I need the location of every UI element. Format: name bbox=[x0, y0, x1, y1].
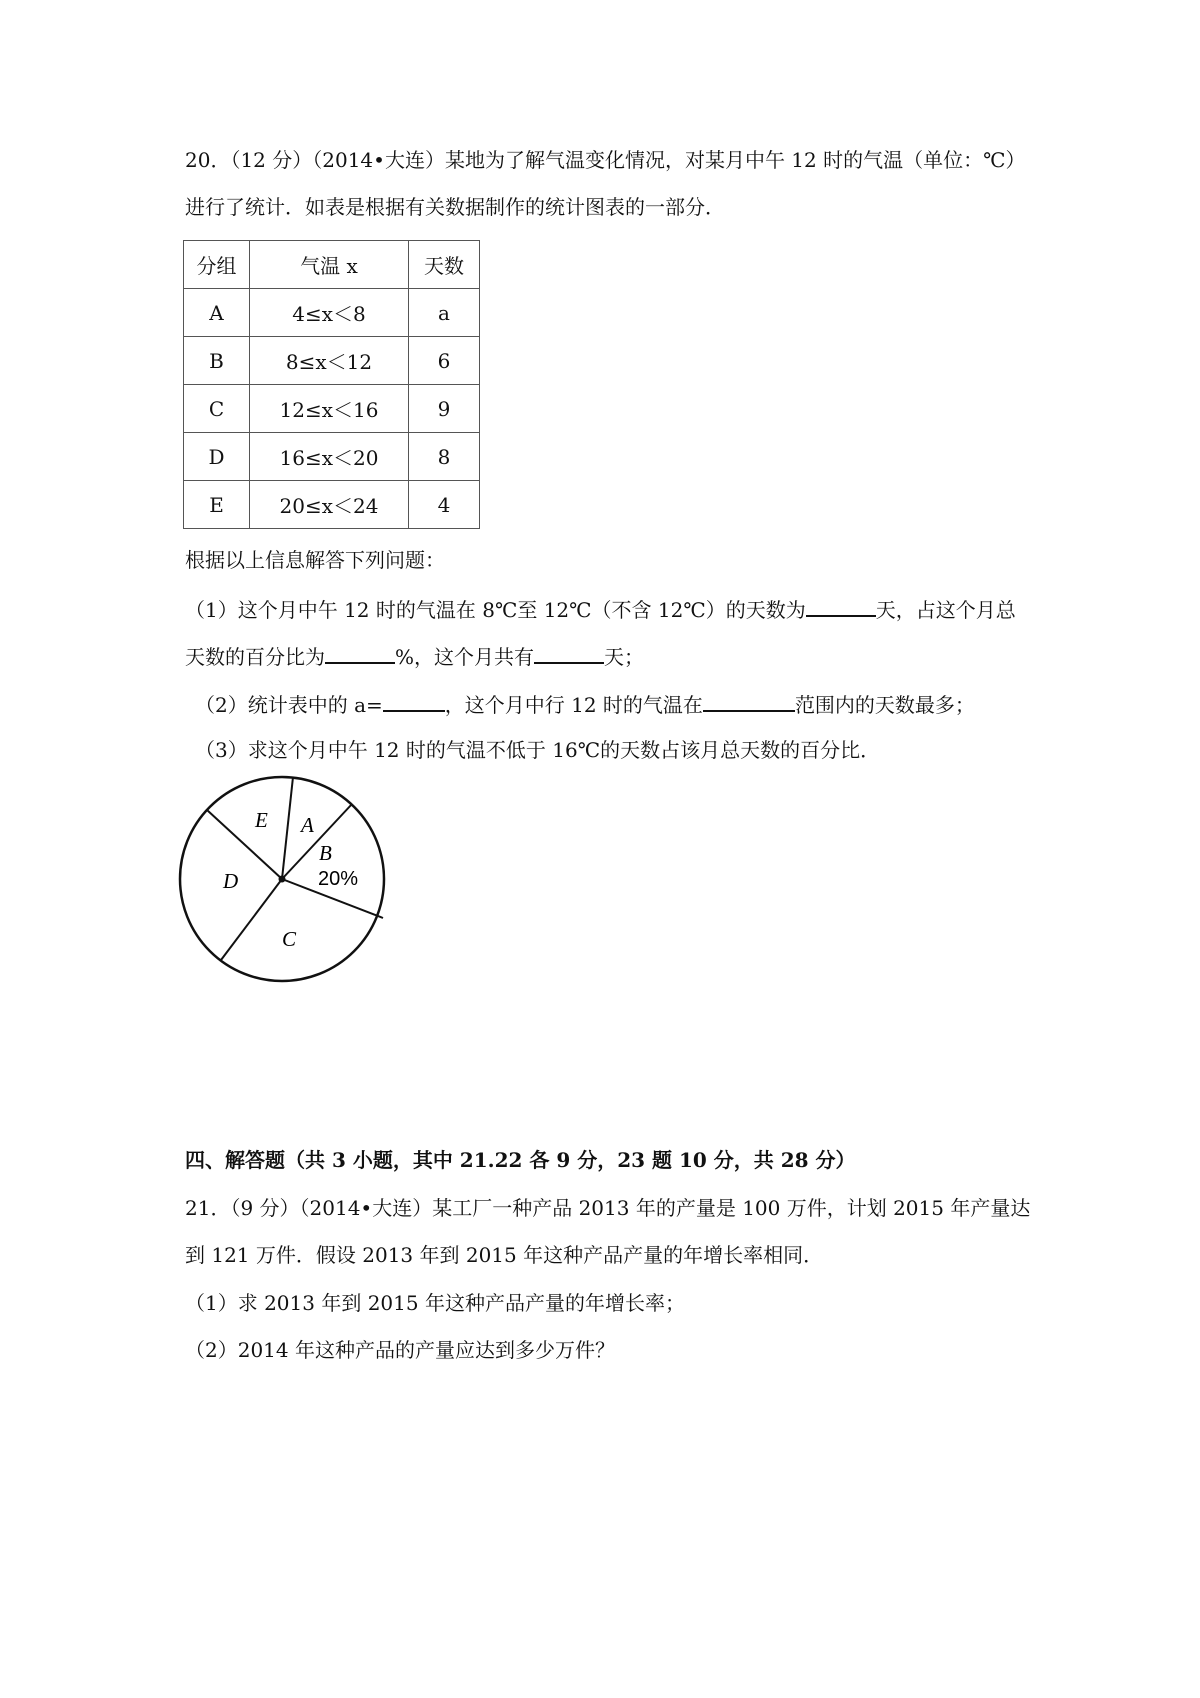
table-cell: 8 bbox=[409, 433, 480, 481]
table-row bbox=[184, 433, 480, 481]
part2-text-b: ，这个月中行 12 时的气温在 bbox=[444, 693, 703, 717]
pie-chart bbox=[178, 768, 398, 988]
q21-line2: 到 121 万件．假设 2013 年到 2015 年这种产品产量的年增长率相同． bbox=[185, 1243, 824, 1267]
part1-text-b: 天，占这个月总 bbox=[875, 598, 1016, 622]
pie-label-b: B bbox=[319, 841, 332, 865]
q20-part1-line2 bbox=[185, 644, 644, 667]
table-cell: 4≤x＜8 bbox=[250, 289, 409, 337]
table-cell: E bbox=[184, 481, 250, 529]
table-row bbox=[184, 385, 480, 433]
table-cell: 20≤x＜24 bbox=[250, 481, 409, 529]
part2-text-c: 范围内的天数最多； bbox=[794, 693, 975, 717]
table-cell: B bbox=[184, 337, 250, 385]
table-cell: a bbox=[409, 289, 480, 337]
q20-part3: （3）求这个月中午 12 时的气温不低于 16℃的天数占该月总天数的百分比． bbox=[195, 738, 881, 762]
answer-blank bbox=[806, 597, 876, 617]
q20-intro: 根据以上信息解答下列问题： bbox=[185, 548, 445, 572]
q21-line1: 21．（9 分）（2014•大连）某工厂一种产品 2013 年的产量是 100 万件，计划 2015 年产量达 bbox=[185, 1196, 1031, 1220]
q20-line1: 20．（12 分）（2014•大连）某地为了解气温变化情况，对某月中午 12 时的气温（单位：℃） bbox=[185, 148, 1026, 172]
part1-text-e: 天； bbox=[604, 645, 645, 669]
section4-heading: 四、解答题（共 3 小题，其中 21.22 各 9 分，23 题 10 分，共 28 分） bbox=[185, 1148, 856, 1172]
pie-divider bbox=[282, 777, 293, 879]
answer-blank bbox=[325, 644, 395, 664]
answer-blank bbox=[703, 692, 795, 712]
part1-text-c: 天数的百分比为 bbox=[185, 645, 325, 669]
table-row bbox=[184, 337, 480, 385]
part1-text-a: （1）这个月中午 12 时的气温在 8℃至 12℃（不含 12℃）的天数为 bbox=[185, 598, 806, 622]
table-cell: 4 bbox=[409, 481, 480, 529]
pie-label-a: A bbox=[301, 813, 314, 837]
table-header-cell: 分组 bbox=[184, 241, 250, 289]
answer-blank bbox=[534, 644, 604, 664]
table-cell: 9 bbox=[409, 385, 480, 433]
table-cell: D bbox=[184, 433, 250, 481]
part2-text-a: （2）统计表中的 a= bbox=[195, 693, 383, 717]
table-row bbox=[184, 481, 480, 529]
table-cell: 8≤x＜12 bbox=[250, 337, 409, 385]
table-cell: A bbox=[184, 289, 250, 337]
pie-label-b-percent: 20% bbox=[318, 868, 359, 890]
table-header-cell: 天数 bbox=[409, 241, 480, 289]
table-cell: 12≤x＜16 bbox=[250, 385, 409, 433]
pie-label-d: D bbox=[223, 869, 239, 893]
part1-text-d: %，这个月共有 bbox=[395, 645, 535, 669]
table-cell: 16≤x＜20 bbox=[250, 433, 409, 481]
q20-line2: 进行了统计．如表是根据有关数据制作的统计图表的一部分． bbox=[185, 195, 725, 219]
table-header-cell: 气温 x bbox=[250, 241, 409, 289]
pie-label-e: E bbox=[255, 808, 268, 832]
q21-part1: （1）求 2013 年到 2015 年这种产品产量的年增长率； bbox=[185, 1291, 685, 1315]
temperature-table bbox=[183, 240, 480, 529]
table-cell: C bbox=[184, 385, 250, 433]
table-row bbox=[184, 289, 480, 337]
answer-blank bbox=[383, 692, 445, 712]
pie-divider bbox=[207, 810, 282, 879]
pie-label-c: C bbox=[282, 927, 297, 951]
q20-part2 bbox=[195, 692, 975, 715]
pie-center-dot bbox=[279, 876, 286, 883]
table-header-row bbox=[184, 241, 480, 289]
q21-part2: （2）2014 年这种产品的产量应达到多少万件？ bbox=[185, 1338, 615, 1362]
q20-part1-line1 bbox=[185, 597, 1016, 620]
table-cell: 6 bbox=[409, 337, 480, 385]
